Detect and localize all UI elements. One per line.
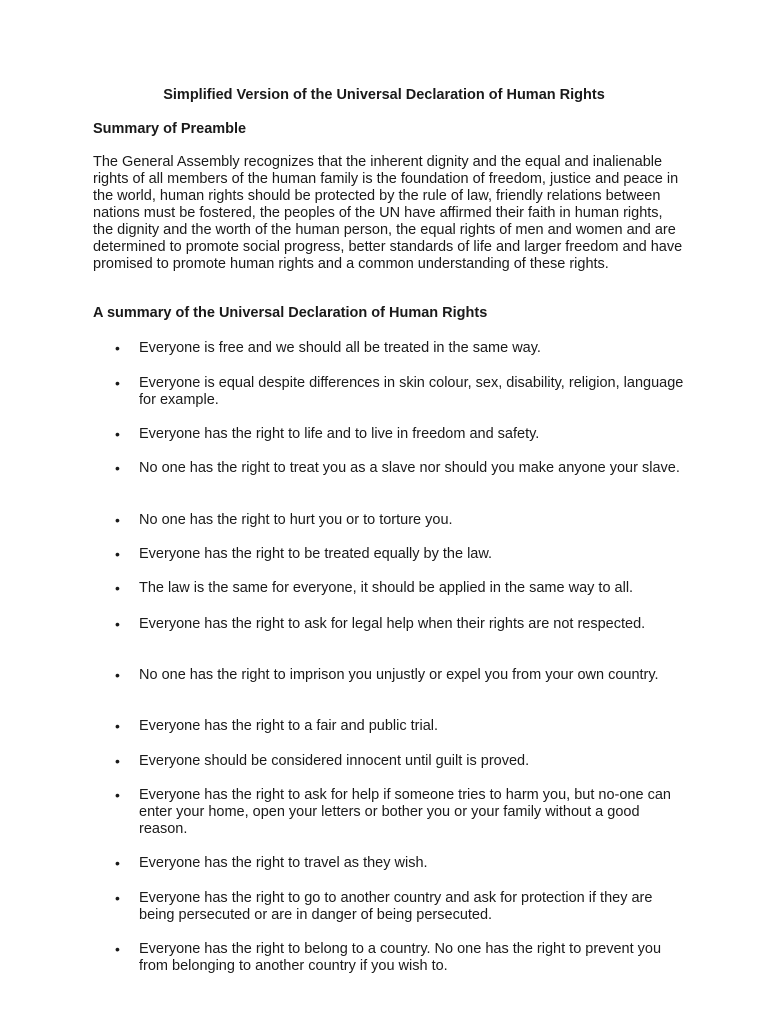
- right-text: Everyone is equal despite differences in skin colour, sex, disability, religion, language for example.: [139, 375, 684, 408]
- right-text: Everyone has the right to be treated equally by the law.: [139, 546, 493, 562]
- list-item: [115, 667, 684, 684]
- bullet-icon: •: [115, 941, 120, 957]
- list-item: [115, 426, 684, 443]
- right-text: Everyone has the right to ask for legal help when their rights are not respected.: [139, 616, 646, 632]
- list-item: [115, 941, 684, 975]
- right-text: The law is the same for everyone, it should be applied in the same way to all.: [139, 580, 634, 596]
- preamble-paragraph: The General Assembly recognizes that the inherent dignity and the equal and inalienable rights of all members of the human family is the foundation of freedom, justice and peace in the world, human rights should be protected by the rule of law, friendly relations between nations must be fostered, the peoples of the UN have affirmed their faith in human rights, the dignity and the worth of the human person, the equal rights of men and women and are determined to promote social progress, better standards of life and larger freedom and have promised to promote human rights and a common understanding of these rights.: [93, 154, 683, 272]
- list-item: [115, 753, 684, 770]
- bullet-icon: •: [115, 460, 120, 476]
- right-text: Everyone has the right to travel as they wish.: [139, 855, 428, 871]
- right-text: No one has the right to imprison you unjustly or expel you from your own country.: [139, 667, 659, 683]
- right-text: Everyone has the right to life and to live in freedom and safety.: [139, 426, 540, 442]
- bullet-icon: •: [115, 616, 120, 632]
- list-item: [115, 890, 684, 924]
- right-text: Everyone has the right to a fair and public trial.: [139, 718, 439, 734]
- bullet-icon: •: [115, 753, 120, 769]
- list-item: [115, 512, 684, 529]
- right-text: No one has the right to treat you as a slave nor should you make anyone your slave.: [139, 460, 680, 476]
- bullet-icon: •: [115, 667, 120, 683]
- list-item: [115, 460, 684, 477]
- list-item: [115, 580, 684, 597]
- right-text: Everyone should be considered innocent until guilt is proved.: [139, 753, 530, 769]
- bullet-icon: •: [115, 718, 120, 734]
- list-item: [115, 546, 684, 563]
- bullet-icon: •: [115, 855, 120, 871]
- preamble-heading: Summary of Preamble: [93, 121, 247, 137]
- list-item: [115, 616, 684, 633]
- bullet-icon: •: [115, 340, 120, 356]
- list-item: [115, 855, 684, 872]
- bullet-icon: •: [115, 546, 120, 562]
- list-item: [115, 787, 684, 838]
- right-text: Everyone is free and we should all be treated in the same way.: [139, 340, 541, 356]
- bullet-icon: •: [115, 890, 120, 906]
- right-text: Everyone has the right to go to another country and ask for protection if they are being persecuted or are in danger of being persecuted.: [139, 890, 653, 923]
- bullet-icon: •: [115, 375, 120, 391]
- summary-heading: A summary of the Universal Declaration of Human Rights: [93, 305, 488, 321]
- right-text: No one has the right to hurt you or to torture you.: [139, 512, 453, 528]
- bullet-icon: •: [115, 787, 120, 803]
- list-item: [115, 340, 684, 357]
- bullet-icon: •: [115, 512, 120, 528]
- list-item: [115, 375, 684, 409]
- list-item: [115, 718, 684, 735]
- right-text: Everyone has the right to ask for help if someone tries to harm you, but no-one can enter your home, open your letters or bother you or your family without a good reason.: [139, 787, 671, 837]
- bullet-icon: •: [115, 580, 120, 596]
- document-title: Simplified Version of the Universal Declaration of Human Rights: [163, 87, 605, 103]
- bullet-icon: •: [115, 426, 120, 442]
- right-text: Everyone has the right to belong to a country. No one has the right to prevent you from belonging to another country if you wish to.: [139, 941, 662, 974]
